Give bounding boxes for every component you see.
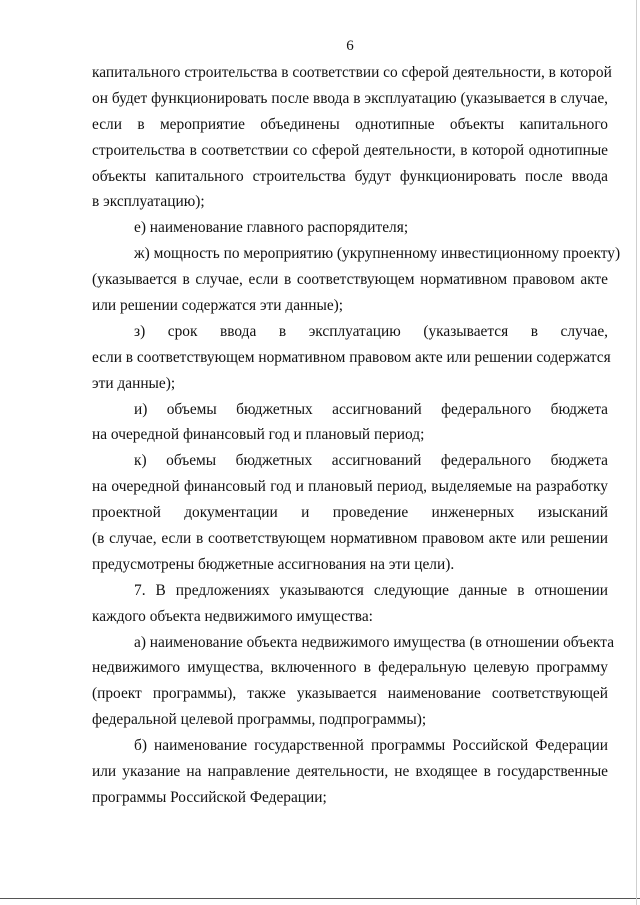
document-body [92, 60, 621, 811]
text-line: каждого объекта недвижимого имущества: [92, 607, 373, 625]
bottom-scan-edge [0, 898, 640, 899]
text-line: программы Российской Федерации; [92, 788, 327, 806]
text-line: и) объемы бюджетных ассигнований федерального бюджета [134, 400, 608, 418]
text-line: к) объемы бюджетных ассигнований федерального бюджета [134, 452, 608, 470]
text-line: на очередной финансовый год и плановый период; [92, 426, 425, 444]
text-line: ж) мощность по мероприятию (укрупненному инвестиционному проекту) [134, 245, 621, 263]
page-number: 6 [346, 38, 354, 54]
text-line: объекты капитального строительства будут функционировать после ввода [92, 167, 608, 185]
text-line: 7. В предложениях указываются следующие данные в отношении [134, 581, 608, 599]
text-line: а) наименование объекта недвижимого имущества (в отношении объекта [134, 633, 615, 651]
text-line: проектной документации и проведение инженерных изысканий [92, 504, 608, 522]
text-line: строительства в соответствии со сферой деятельности, в которой однотипные [92, 141, 608, 159]
text-line: недвижимого имущества, включенного в федеральную целевую программу [92, 659, 608, 677]
text-line: предусмотрены бюджетные ассигнования на эти цели). [92, 555, 455, 573]
text-line: или указание на направление деятельности, не входящее в государственные [92, 763, 608, 781]
text-line: если в соответствующем нормативном правовом акте или решении содержатся [92, 348, 611, 366]
text-line: е) наименование главного распорядителя; [134, 219, 409, 237]
text-line: федеральной целевой программы, подпрограммы); [92, 711, 427, 729]
text-line: в эксплуатацию); [92, 193, 205, 211]
text-line: капитального строительства в соответствии со сферой деятельности, в которой [92, 64, 612, 81]
text-line: или решении содержатся эти данные); [92, 297, 344, 315]
text-line: эти данные); [92, 374, 176, 392]
text-line: если в мероприятие объединены однотипные объекты капитального [92, 115, 608, 133]
text-line: б) наименование государственной программы Российской Федерации [134, 737, 608, 755]
text-line: на очередной финансовый год и плановый период, выделяемые на разработку [92, 478, 608, 496]
text-line: (указывается в случае, если в соответствующем нормативном правовом акте [92, 271, 608, 289]
right-scan-edge [636, 0, 637, 905]
text-line: з) срок ввода в эксплуатацию (указывается в случае, [134, 322, 608, 340]
text-line: (проект программы), также указывается наименование соответствующей [92, 685, 608, 703]
text-line: он будет функционировать после ввода в эксплуатацию (указывается в случае, [92, 89, 608, 107]
text-line: (в случае, если в соответствующем нормативном правовом акте или решении [92, 530, 608, 548]
